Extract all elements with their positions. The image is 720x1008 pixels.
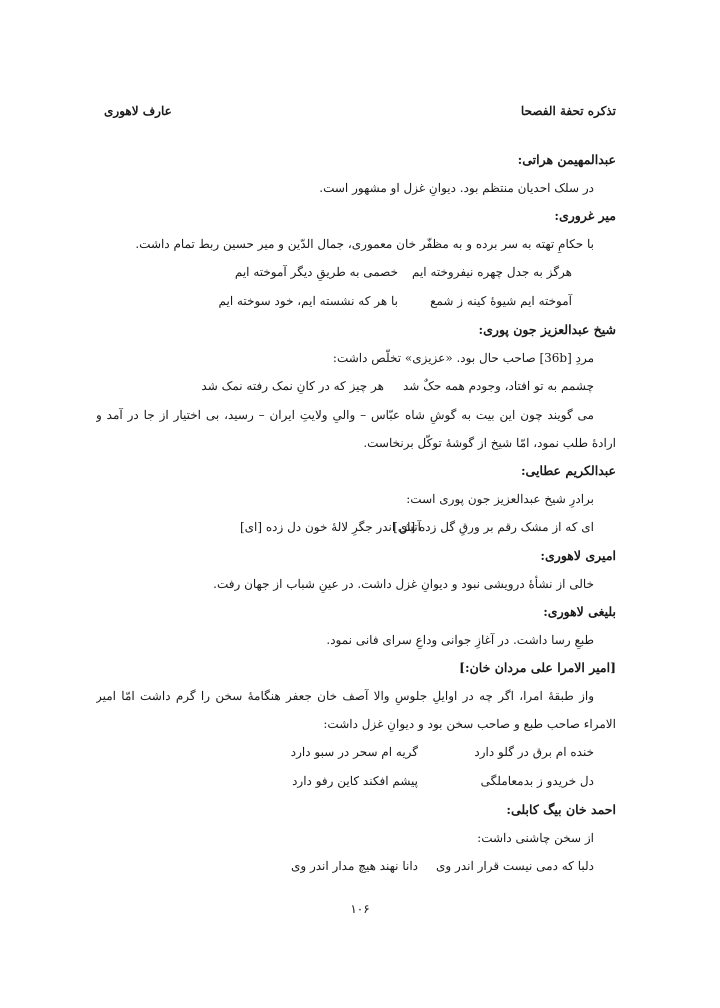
verse-line [96,513,616,542]
entry-heading: [امیر الامرا علی مردان خان:] [459,660,616,675]
entry-text: در سلک احدیان منتظم بود. دیوانِ غزل او مشهور است. [319,181,594,195]
verse-first-hemistich: ای که از مشک رقم بر ورقِ گل زده [ای] [393,520,594,534]
verse-first-hemistich: هرگز به جدل چهره نیفروخته ایم [411,265,572,279]
verse-second-hemistich: آتش اندر جگرِ لالهٔ خون دل زده [ای] [239,520,421,534]
entry-text: می گویند چون این بیت به گوشِ شاه عبّاس – والیِ ولایتِ ایران – رسید، بی اختیار از جا در آمد و ارادهٔ طلب نمود، امّا شیخ از گوشهٔ توکّل برنخاست. [96,408,616,450]
verse-first-hemistich: آموخته ایم شیوهٔ کینه ز شمع [430,294,572,308]
verse-second-hemistich: هر چیز که در کانِ نمک رفته نمک شد [201,379,384,393]
verse-line [96,738,616,767]
verse-first-hemistich: دلبا که دمی نیست قرار اندر وی [436,859,594,873]
running-header-author: عارف لاهوری [104,104,172,118]
verse-first-hemistich: خنده ام برق در گلو دارد [474,745,594,759]
entry-text: خالی از نشأهٔ درویشی نبود و دیوانِ غزل داشت. در عینِ شباب از جهان رفت. [213,577,594,591]
entry-heading: عبدالمهیمن هراتی: [517,152,616,167]
verse-line [96,767,616,796]
verse-line [96,372,616,401]
entry-text: مردِ [36b] صاحب حال بود. «عزیزی» تخلّص داشت: [332,351,594,365]
entry-text: برادرِ شیخ عبدالعزیز جون پوری است: [406,492,594,506]
entry-heading: شیخ عبدالعزیز جون پوری: [478,322,616,337]
entry-heading: میر غروری: [554,208,616,223]
entry-heading: بلیغی لاهوری: [543,604,616,619]
verse-second-hemistich: پیشم افکند کاین رفو دارد [292,774,418,788]
entry-heading: عبدالکریم عطایی: [520,463,616,478]
page-number: ۱۰۶ [350,902,370,916]
verse-second-hemistich: گریه ام سحر در سبو دارد [290,745,418,759]
verse-second-hemistich: خصمی به طریقِ دیگر آموخته ایم [234,265,398,279]
verse-first-hemistich: دل خریدو ز بدمعاملگی [480,774,594,788]
entry-text: با حکامِ تهته به سر برده و به مظفّر خان معموری، جمال الدّین و میر حسین ربط تمام داشت. [135,237,594,251]
entry-heading: امیری لاهوری: [540,548,616,563]
running-header-title: تذکره تحفة الفصحا [520,104,616,118]
page-body [96,146,616,881]
verse-line [96,287,616,316]
verse-line [96,852,616,881]
entry-heading: احمد خان بیگ کابلی: [506,802,616,817]
verse-second-hemistich: با هر که نشسته ایم، خود سوخته ایم [218,294,398,308]
entry-text: واز طبقهٔ امرا، اگر چه در اوایلِ جلوسِ والا آصف خان جعفر هنگامهٔ سخن را گرم داشت امّا امیر الامراء صاحب طبع و صاحب سخن بود و دیوانِ غزل داشت: [96,689,616,731]
verse-first-hemistich: چشمم به تو افتاد، وجودم همه حکٌ شد [402,379,594,393]
entry-text: طبعِ رسا داشت. در آغازِ جوانی وداعِ سرای فانی نمود. [326,633,594,647]
entry-text: از سخن چاشنی داشت: [477,831,594,845]
verse-line [96,258,616,287]
verse-second-hemistich: دانا نهند هیچ مدار اندر وی [290,859,418,873]
